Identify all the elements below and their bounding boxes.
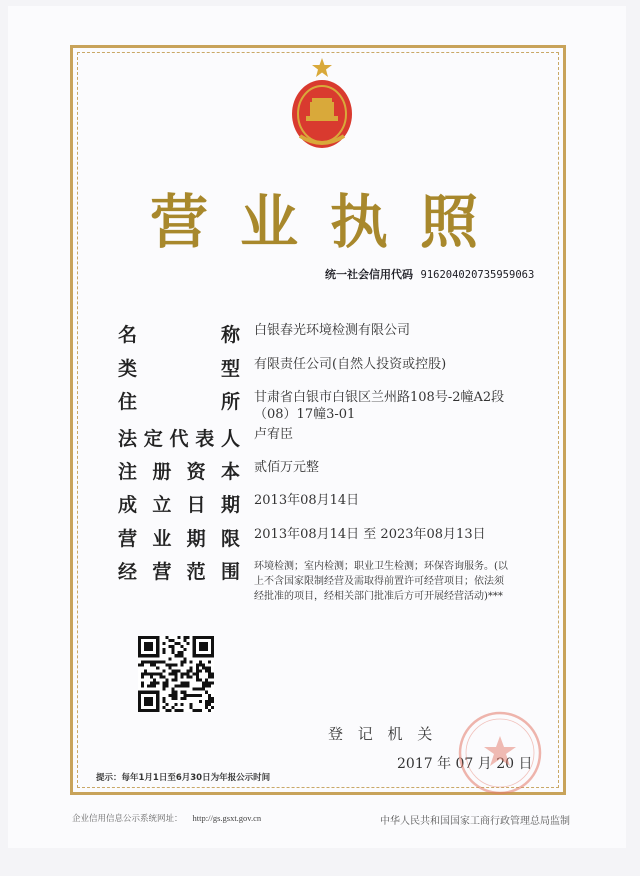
- field-address: [118, 387, 538, 423]
- field-value: 2013年08月14日 至 2023年08月13日: [254, 527, 486, 542]
- field-value: 2013年08月14日: [254, 493, 360, 508]
- field-capital: [118, 457, 538, 484]
- field-type: [118, 354, 538, 381]
- field-value: 卢宥臣: [254, 427, 294, 442]
- field-label: 营 业 期 限: [118, 528, 240, 550]
- field-label: 成 立 日 期: [118, 494, 240, 516]
- field-label: 法 定 代 表 人: [118, 428, 240, 450]
- footer-issuer: 中华人民共和国国家工商行政管理总局监制: [380, 816, 570, 827]
- field-value: 甘肃省白银市白银区兰州路108号-2幢A2段（08）17幢3-01: [254, 390, 505, 422]
- credit-code-value: 916204020735959063: [420, 269, 535, 281]
- footer-url: http://gs.gsxt.gov.cn: [192, 813, 262, 823]
- field-label: 名 称: [118, 324, 240, 346]
- field-legal-rep: [118, 424, 538, 451]
- registration-authority: 登 记 机 关: [328, 725, 438, 743]
- footer-website: 企业信用信息公示系统网址： http://gs.gsxt.gov.cn: [72, 813, 262, 824]
- qr-code-icon: [138, 636, 214, 712]
- annual-report-hint: 提示：每年1月1日至6月30日为年报公示时间: [96, 773, 271, 783]
- field-term: [118, 524, 538, 551]
- issue-date: 2017 年 07 月 20 日: [397, 756, 533, 772]
- field-value: 贰佰万元整: [254, 460, 320, 475]
- field-label: 类 型: [118, 358, 240, 380]
- official-seal-icon: [455, 708, 545, 798]
- field-established: [118, 490, 538, 517]
- field-value: 有限责任公司(自然人投资或控股): [254, 357, 447, 372]
- field-label: 注 册 资 本: [118, 461, 240, 483]
- field-value: 白银春光环境检测有限公司: [254, 323, 411, 338]
- credit-code-label: 统一社会信用代码: [325, 268, 413, 281]
- national-emblem-icon: [290, 52, 354, 152]
- credit-code: [325, 266, 534, 282]
- field-scope: [118, 557, 538, 604]
- document-title: 营 业 执 照: [150, 188, 480, 256]
- field-label: 经 营 范 围: [118, 561, 240, 583]
- field-label: 住 所: [118, 391, 240, 413]
- field-value: 环境检测；室内检测；职业卫生检测；环保咨询服务。(以上不含国家限制经营及需取得前置许可经营项目；依法须经批准的项目，经相关部门批准后方可开展经营活动)***: [254, 561, 508, 602]
- field-name: [118, 320, 538, 347]
